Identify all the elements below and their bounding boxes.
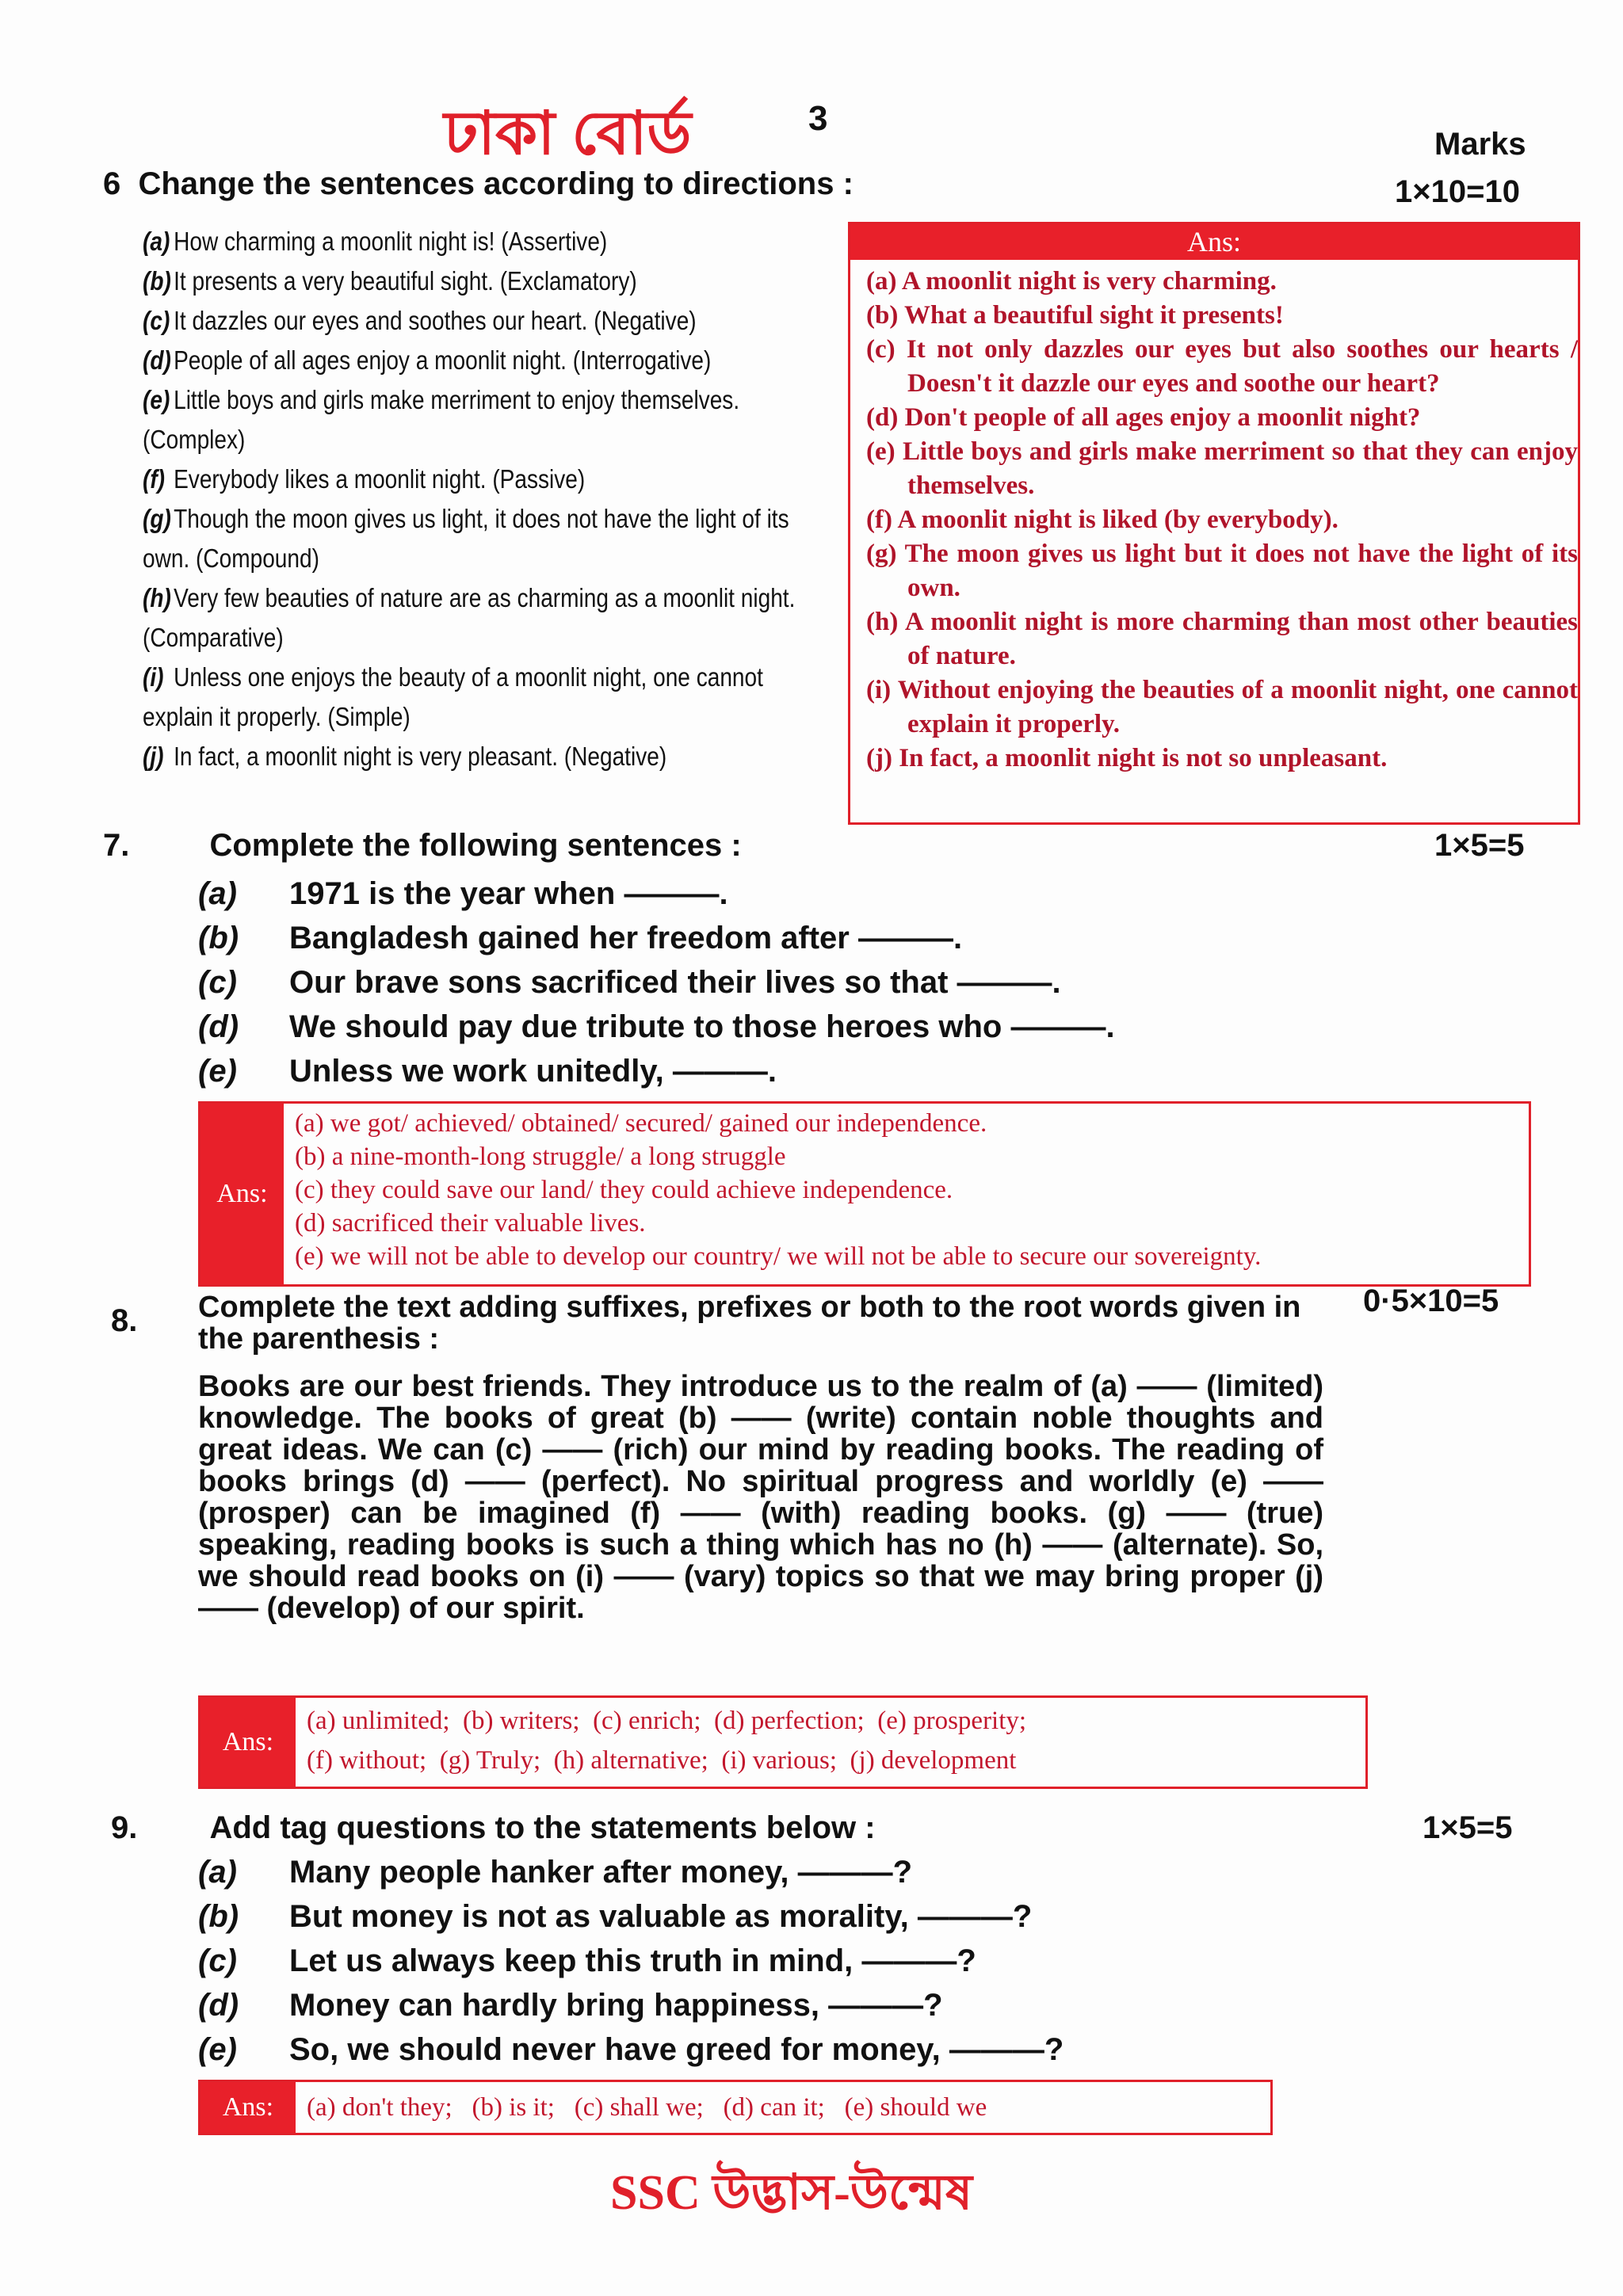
item-text: Little boys and girls make merriment to enjoy themselves. (Complex) <box>143 385 740 454</box>
item-label: (a) <box>143 227 170 256</box>
q7-number: 7. <box>103 828 130 863</box>
item-text: People of all ages enjoy a moonlit night. (Interrogative) <box>174 345 712 375</box>
q8-answer-box <box>198 1695 1368 1789</box>
answer-line: (e) we will not be able to develop our country/ we will not be able to secure our sovereignty. <box>295 1242 1262 1271</box>
q6-title: Change the sentences according to directions : <box>138 166 854 201</box>
item-label: (c) <box>198 1943 237 1978</box>
answer-line: (f) without; (g) Truly; (h) alternative; (i) various; (j) development <box>307 1746 1017 1775</box>
answer-line: (b) What a beautiful sight it presents! <box>866 301 1284 330</box>
q9-answer-box <box>198 2080 1273 2135</box>
item-label: (h) <box>143 583 171 612</box>
q9-title: Add tag questions to the statements below : <box>209 1810 876 1845</box>
item-text: Everybody likes a moonlit night. (Passive) <box>174 464 586 494</box>
question-item <box>198 960 1115 1005</box>
q6-answer-box <box>848 222 1580 825</box>
q6-list <box>143 222 951 776</box>
answer-line: (d) Don't people of all ages enjoy a moonlit night? <box>866 403 1421 432</box>
question-item <box>143 341 830 380</box>
answer-line: (a) unlimited; (b) writers; (c) enrich; (d) perfection; (e) prosperity; <box>307 1707 1027 1735</box>
item-text: In fact, a moonlit night is very pleasant. (Negative) <box>174 742 667 771</box>
answer-line: (d) sacrificed their valuable lives. <box>295 1209 646 1238</box>
answer-line: (g) The moon gives us light but it does not have the light of its own. <box>866 540 1578 602</box>
item-label: (g) <box>143 504 171 533</box>
item-text: Bangladesh gained her freedom after ———. <box>289 921 963 955</box>
question-item <box>143 222 830 261</box>
item-label: (b) <box>198 921 239 955</box>
page-number: 3 <box>808 99 828 138</box>
item-text: Money can hardly bring happiness, ———? <box>289 1988 943 2023</box>
item-text: Our brave sons sacrificed their lives so that ———. <box>289 965 1061 1000</box>
question-item <box>198 1939 1064 1983</box>
footer-brand: SSC উদ্ভাস-উন্মেষ <box>610 2166 973 2220</box>
item-label: (c) <box>198 965 237 1000</box>
q9-number: 9. <box>111 1810 138 1845</box>
item-text: So, we should never have greed for money, ———? <box>289 2032 1064 2067</box>
item-label: (c) <box>143 306 170 335</box>
q6-number: 6 <box>103 166 121 201</box>
q7-ans-label: Ans: <box>200 1104 284 1284</box>
item-label: (f) <box>143 464 166 494</box>
marks-label: Marks <box>1434 127 1526 162</box>
q8-ans-label: Ans: <box>200 1698 296 1787</box>
item-text: It presents a very beautiful sight. (Exclamatory) <box>174 266 637 296</box>
item-label: (d) <box>143 345 171 375</box>
answer-line: (a) we got/ achieved/ obtained/ secured/ gained our independence. <box>295 1109 987 1138</box>
q7-heading <box>103 828 742 864</box>
q8-title: Complete the text adding suffixes, prefixes or both to the root words given in the parenthesis : <box>198 1291 1301 1356</box>
q6-ans-label: Ans: <box>850 224 1578 260</box>
q8-number: 8. <box>111 1303 138 1338</box>
q6-heading <box>103 166 854 202</box>
item-text: Unless we work unitedly, ———. <box>289 1054 777 1089</box>
question-item <box>143 499 830 578</box>
q8-passage: Books are our best friends. They introduce us to the realm of (a) —— (limited) knowledge. The books of great (b) —— (write) contain noble thoughts and great ideas. We can (c) —— (rich) our mind by reading books. The reading of books brings (d) —— (perfect). No spiritual progress and worldly (e) —— (prosper) can be imagined (f) —— (with) reading books. (g) —— (true) speaking, reading books is such a thing which has no (h) —— (alternate). So, we should read books on (i) —— (vary) topics so that we may bring proper (j) —— (develop) of our spirit. <box>198 1370 1323 1625</box>
question-item <box>198 1983 1064 2027</box>
question-item <box>143 301 830 341</box>
item-label: (j) <box>143 742 164 771</box>
item-text: Unless one enjoys the beauty of a moonlit night, one cannot explain it properly. (Simple) <box>143 662 763 731</box>
item-label: (b) <box>198 1899 239 1934</box>
item-label: (e) <box>198 2032 237 2067</box>
q9-answers: (a) don't they; (b) is it; (c) shall we; (d) can it; (e) should we <box>307 2093 987 2122</box>
item-text: Though the moon gives us light, it does not have the light of its own. (Compound) <box>143 504 789 573</box>
item-label: (a) <box>198 876 237 911</box>
item-label: (d) <box>198 1988 239 2023</box>
q8-marks: 0·5×10=5 <box>1363 1283 1499 1318</box>
q7-answer-box <box>198 1101 1531 1287</box>
question-item <box>143 658 830 737</box>
item-label: (e) <box>198 1054 237 1089</box>
q6-marks: 1×10=10 <box>1395 174 1520 209</box>
question-item <box>198 871 1115 916</box>
answer-line: (e) Little boys and girls make merriment so that they can enjoy themselves. <box>866 437 1578 500</box>
q9-heading <box>111 1810 876 1846</box>
question-item <box>143 380 830 460</box>
q9-list <box>198 1850 1064 2072</box>
q9-ans-label: Ans: <box>200 2082 296 2133</box>
item-text: It dazzles our eyes and soothes our heart. (Negative) <box>174 306 697 335</box>
item-label: (d) <box>198 1009 239 1044</box>
question-item <box>143 578 830 658</box>
answer-line: (c) It not only dazzles our eyes but also soothes our hearts / Doesn't it dazzle our eyes and soothe our heart? <box>866 335 1578 398</box>
answer-line: (b) a nine-month-long struggle/ a long struggle <box>295 1142 786 1171</box>
question-item <box>198 1005 1115 1049</box>
question-item <box>198 1894 1064 1939</box>
item-text: How charming a moonlit night is! (Assertive) <box>174 227 608 256</box>
q7-title: Complete the following sentences : <box>209 828 742 863</box>
q7-list <box>198 871 1115 1093</box>
answer-line: (i) Without enjoying the beauties of a moonlit night, one cannot explain it properly. <box>866 676 1578 738</box>
board-title: ঢাকা বোর্ড <box>444 100 692 167</box>
item-text: Many people hanker after money, ———? <box>289 1855 913 1890</box>
question-item <box>143 737 830 776</box>
answer-line: (j) In fact, a moonlit night is not so unpleasant. <box>866 744 1388 772</box>
question-item <box>198 916 1115 960</box>
question-item <box>143 460 830 499</box>
question-item <box>198 1049 1115 1093</box>
question-item <box>198 1850 1064 1894</box>
answer-line: (f) A moonlit night is liked (by everybody). <box>866 505 1338 534</box>
item-label: (i) <box>143 662 164 692</box>
answer-line: (c) they could save our land/ they could achieve independence. <box>295 1176 953 1204</box>
item-label: (a) <box>198 1855 237 1890</box>
answer-line: (h) A moonlit night is more charming than most other beauties of nature. <box>866 608 1578 670</box>
item-text: But money is not as valuable as morality, ———? <box>289 1899 1033 1934</box>
q7-marks: 1×5=5 <box>1434 828 1525 863</box>
item-label: (e) <box>143 385 170 414</box>
item-text: Let us always keep this truth in mind, ———? <box>289 1943 976 1978</box>
question-item <box>143 261 830 301</box>
item-label: (b) <box>143 266 171 296</box>
q9-marks: 1×5=5 <box>1423 1810 1513 1845</box>
answer-line: (a) A moonlit night is very charming. <box>866 267 1277 296</box>
item-text: We should pay due tribute to those heroes who ———. <box>289 1009 1115 1044</box>
item-text: Very few beauties of nature are as charming as a moonlit night. (Comparative) <box>143 583 796 652</box>
question-item <box>198 2027 1064 2072</box>
item-text: 1971 is the year when ———. <box>289 876 728 911</box>
